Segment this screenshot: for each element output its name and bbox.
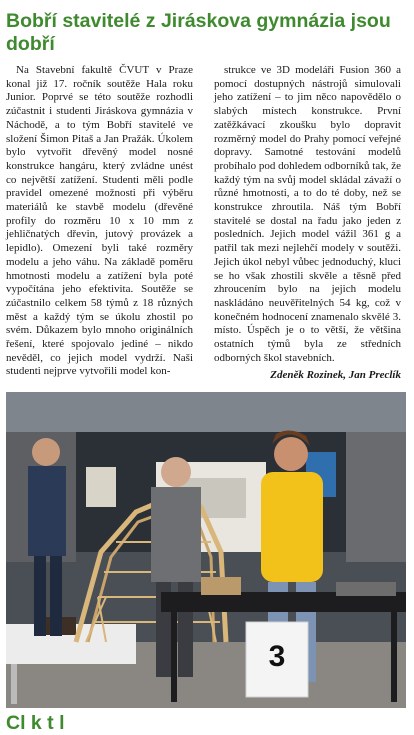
- table-number-sign: 3: [268, 640, 286, 673]
- article-column-1: [6, 64, 193, 379]
- article-byline: Zdeněk Rozinek, Jan Preclík: [270, 369, 401, 382]
- column-2-text: strukce ve 3D modeláři Fusion 360 a pomocí dostupných nástrojů simulovali jeho zatížení – to jim něco napovědělo o slabých místech konstrukce. První zatěžkávací zkoušku bylo dopravit rozměrný model do Prahy pomocí veřejné dopravy. Samotné testování modelů probíhalo pod dohledem odborníků tak, že každý tým na svůj model skládal závaží o různé hmotnosti, a to do té doby, než se konstrukce zhroutila. Náš tým Bobří stavitelé se dostal na řadu jako jeden z posledních. Jejich model vážil 361 g a patřil tak mezi nejlehčí modely v soutěži. Jejich úkol nebyl vůbec jednoduchý, kluci se ho však zhostili skvěle a těsně před zhroucením bylo na jejich modelu naskládáno neuvěřitelných 54 kg, což v konečném hodnocení znamenalo skvělé 3. místo. Úspěch je o to větší, že většina ostatních týmů byla ze středních odborných škol stavebních.: [214, 64, 401, 364]
- next-article-title: Cl k t l: [6, 712, 65, 734]
- competition-photo: [6, 392, 406, 708]
- article-column-2: [214, 64, 401, 383]
- article-title: Bobří stavitelé z Jiráskova gymnázia jsou dobří: [6, 10, 391, 55]
- column-1-text: Na Stavební fakultě ČVUT v Praze konal již 17. ročník soutěže Hala roku Junior. Poprvé se této soutěže rozhodli zúčastnit i studenti Jiráskova gymnázia v Náchodě, a to tým Bobří stavitelé ve složení Šimon Pitaš a Jan Pražák. Úkolem bylo vytvořit dřevěný model nosné konstrukce hangáru, který zvládne unést co největší zatížení. Studenti měli podle pravidel omezené možnosti při výběru materiálů ke stavbě modelu (dřevěné profily do rozměru 10 x 10 mm z jehličnatých dřevin, jutový provázek a lepidlo). Omezení byli také rozměry modelu a jeho váhu. Na základě poměru hmotnosti modelu a zatížení byla poté vypočítána jeho efektivita. Soutěže se zúčastnilo celkem 58 týmů z 18 různých měst a každý tým se úkolu zhostil po svém. Důkazem bylo mnoho originálních řešení, které spojovalo jediné – nikdo nevěděl, co jejich model vydrží. Naši studenti nejprve vytvořili model kon-: [6, 64, 193, 378]
